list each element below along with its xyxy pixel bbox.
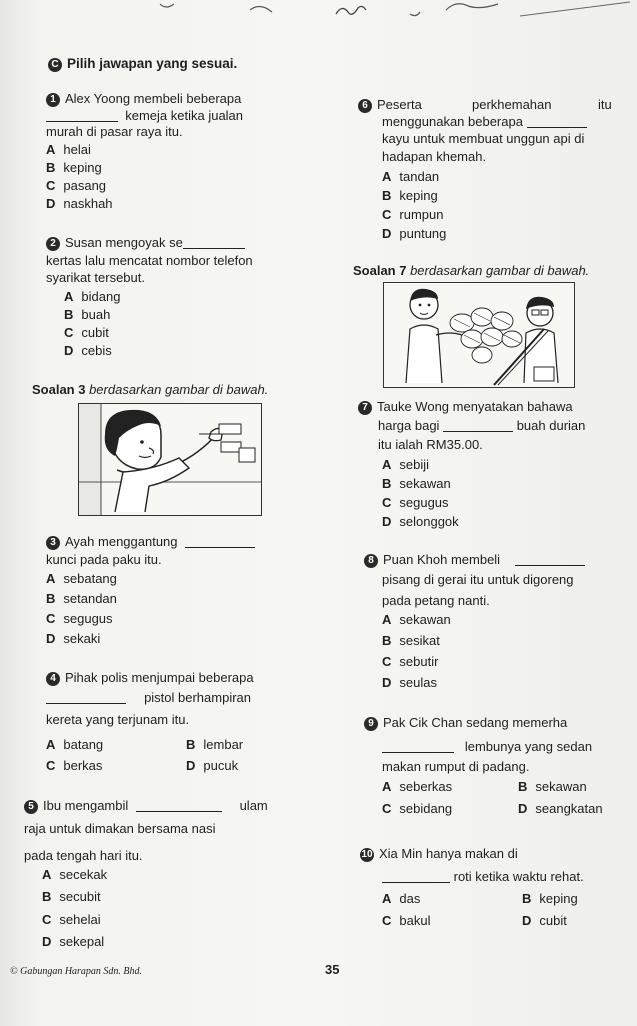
option-text: keping xyxy=(63,160,102,175)
illustration-man-hanging-keys xyxy=(78,403,262,516)
question-6 xyxy=(358,96,422,114)
option-letter: C xyxy=(382,801,392,816)
option-a[interactable] xyxy=(42,866,107,884)
option-b[interactable] xyxy=(42,888,101,906)
option-letter: B xyxy=(46,591,56,606)
question-text: kemeja ketika jualan xyxy=(125,108,244,123)
option-letter: D xyxy=(42,934,52,949)
question-text: Ibu mengambil xyxy=(43,798,129,813)
option-text: sekawan xyxy=(399,612,451,627)
option-letter: D xyxy=(522,913,532,928)
option-letter: B xyxy=(522,891,532,906)
option-text: segugus xyxy=(63,611,113,626)
option-a[interactable] xyxy=(46,141,91,159)
question-number: 5 xyxy=(24,800,38,814)
option-text: segugus xyxy=(399,495,449,510)
question-text: hadapan khemah. xyxy=(382,149,487,164)
option-letter: C xyxy=(382,207,392,222)
option-letter: A xyxy=(382,779,392,794)
soalan-3-heading xyxy=(32,381,268,399)
option-text: sebutir xyxy=(399,654,439,669)
option-c[interactable] xyxy=(382,653,438,671)
option-c[interactable] xyxy=(46,610,113,628)
option-b[interactable] xyxy=(46,590,117,608)
option-text: batang xyxy=(63,737,104,752)
option-text: sesikat xyxy=(399,633,440,648)
answer-blank xyxy=(443,431,513,432)
question-number: 9 xyxy=(364,717,378,731)
option-letter: D xyxy=(46,196,56,211)
soalan-instruction: berdasarkan gambar di bawah. xyxy=(410,263,590,278)
question-7 xyxy=(358,398,573,416)
soalan-label: Soalan 3 xyxy=(32,382,90,397)
option-letter: D xyxy=(64,343,74,358)
question-9 xyxy=(364,714,567,732)
option-c[interactable] xyxy=(382,912,430,930)
option-a[interactable] xyxy=(46,736,103,754)
option-letter: C xyxy=(42,912,52,927)
question-text: kayu untuk membuat unggun api di xyxy=(382,131,585,146)
question-number: 8 xyxy=(364,554,378,568)
option-letter: D xyxy=(382,514,392,529)
answer-blank xyxy=(183,248,245,249)
soalan-label: Soalan 7 xyxy=(353,263,411,278)
option-letter: C xyxy=(382,913,392,928)
option-letter: D xyxy=(382,675,392,690)
question-text: Ayah menggantung xyxy=(65,534,178,549)
question-text: Puan Khoh membeli xyxy=(383,552,501,567)
option-text: sekaki xyxy=(63,631,101,646)
option-letter: B xyxy=(382,633,392,648)
question-number: 1 xyxy=(46,93,60,107)
option-letter: B xyxy=(382,476,392,491)
option-text: sebidang xyxy=(399,801,453,816)
option-d[interactable] xyxy=(382,225,446,243)
option-letter: C xyxy=(46,758,56,773)
soalan-instruction: berdasarkan gambar di bawah. xyxy=(89,382,269,397)
copyright-notice: © Gabungan Harapan Sdn. Bhd. xyxy=(10,966,143,977)
question-10 xyxy=(360,845,518,863)
question-9-line2 xyxy=(382,738,592,756)
option-text: berkas xyxy=(63,758,103,773)
option-text: puntung xyxy=(399,226,447,241)
option-d[interactable] xyxy=(382,674,437,692)
question-text: ulam xyxy=(239,798,268,813)
question-text: Pihak polis menjumpai beberapa xyxy=(65,670,254,685)
question-text: Peserta xyxy=(377,97,422,112)
option-c[interactable] xyxy=(42,911,101,929)
option-a[interactable] xyxy=(382,168,439,186)
option-text: helai xyxy=(63,142,91,157)
option-a[interactable] xyxy=(382,456,429,474)
question-number: 2 xyxy=(46,237,60,251)
option-b[interactable] xyxy=(382,187,438,205)
option-text: selonggok xyxy=(399,514,459,529)
question-text: pistol berhampiran xyxy=(144,690,252,705)
option-letter: B xyxy=(46,160,56,175)
question-text: itu xyxy=(598,97,612,112)
answer-blank xyxy=(46,121,118,122)
question-text: pada petang nanti. xyxy=(382,593,490,608)
option-letter: A xyxy=(46,142,56,157)
option-letter: A xyxy=(42,867,52,882)
option-letter: A xyxy=(382,169,392,184)
question-2 xyxy=(46,234,245,252)
option-text: seangkatan xyxy=(535,801,603,816)
question-text: makan rumput di padang. xyxy=(382,759,530,774)
option-text: cubit xyxy=(81,325,109,340)
question-3 xyxy=(46,533,255,551)
question-text: itu ialah RM35.00. xyxy=(378,437,483,452)
question-text: Susan mengoyak se xyxy=(65,235,183,250)
option-text: sebiji xyxy=(399,457,430,472)
option-letter: A xyxy=(46,571,56,586)
question-number: 4 xyxy=(46,672,60,686)
option-letter: B xyxy=(64,307,74,322)
question-text: kunci pada paku itu. xyxy=(46,552,162,567)
question-text: Pak Cik Chan sedang memerha xyxy=(383,715,568,730)
question-8 xyxy=(364,551,585,569)
option-b[interactable] xyxy=(382,475,451,493)
question-text: buah durian xyxy=(516,418,586,433)
option-a[interactable] xyxy=(64,288,120,306)
option-letter: C xyxy=(46,611,56,626)
option-text: sehelai xyxy=(59,912,101,927)
option-d[interactable] xyxy=(518,800,603,818)
option-text: das xyxy=(399,891,421,906)
option-letter: B xyxy=(382,188,392,203)
durian-stall-drawing xyxy=(384,283,574,387)
option-letter: B xyxy=(42,889,52,904)
option-letter: A xyxy=(382,457,392,472)
instruction-heading xyxy=(48,56,237,72)
section-letter-badge: C xyxy=(48,58,62,72)
question-text: perkhemahan xyxy=(472,97,552,112)
option-text: sebatang xyxy=(63,571,117,586)
option-d[interactable] xyxy=(382,513,459,531)
option-text: pasang xyxy=(63,178,107,193)
option-text: setandan xyxy=(63,591,117,606)
question-4-line2 xyxy=(46,689,251,707)
option-letter: C xyxy=(64,325,74,340)
option-text: sekepal xyxy=(59,934,105,949)
option-text: secekak xyxy=(59,867,108,882)
question-text: kereta yang terjunam itu. xyxy=(46,712,190,727)
answer-blank xyxy=(527,127,587,128)
option-b[interactable] xyxy=(518,778,587,796)
option-text: bakul xyxy=(399,913,431,928)
question-text: Alex Yoong membeli beberapa xyxy=(65,91,242,106)
question-text: murah di pasar raya itu. xyxy=(46,124,183,139)
option-text: keping xyxy=(399,188,438,203)
option-d[interactable] xyxy=(46,630,100,648)
question-1 xyxy=(46,90,241,108)
option-text: tandan xyxy=(399,169,440,184)
option-text: seulas xyxy=(399,675,437,690)
soalan-7-heading xyxy=(353,262,589,280)
option-c[interactable] xyxy=(64,324,109,342)
page-number: 35 xyxy=(325,962,340,977)
option-letter: D xyxy=(518,801,528,816)
option-c[interactable] xyxy=(46,177,106,195)
option-letter: B xyxy=(186,737,196,752)
question-text: Xia Min hanya makan di xyxy=(379,846,518,861)
option-text: rumpun xyxy=(399,207,444,222)
option-letter: A xyxy=(46,737,56,752)
question-text: Tauke Wong menyatakan bahawa xyxy=(377,399,573,414)
option-d[interactable] xyxy=(522,912,567,930)
question-text: harga bagi xyxy=(378,418,440,433)
option-b[interactable] xyxy=(522,890,578,908)
option-text: sekawan xyxy=(535,779,587,794)
illustration-durian-stall xyxy=(383,282,575,388)
option-a[interactable] xyxy=(382,890,420,908)
option-letter: C xyxy=(382,495,392,510)
option-text: keping xyxy=(539,891,578,906)
option-text: buah xyxy=(81,307,111,322)
option-a[interactable] xyxy=(382,611,451,629)
option-text: pucuk xyxy=(203,758,239,773)
option-c[interactable] xyxy=(46,757,102,775)
option-b[interactable] xyxy=(382,632,440,650)
option-letter: A xyxy=(382,612,392,627)
answer-blank xyxy=(515,565,585,566)
question-text: pisang di gerai itu untuk digoreng xyxy=(382,572,574,587)
question-text: lembunya yang sedan xyxy=(464,739,593,754)
option-d[interactable] xyxy=(186,757,238,775)
option-letter: A xyxy=(64,289,74,304)
option-b[interactable] xyxy=(64,306,110,324)
option-letter: C xyxy=(382,654,392,669)
handwriting-scribble xyxy=(0,0,637,28)
option-letter: D xyxy=(46,631,56,646)
option-letter: D xyxy=(382,226,392,241)
question-number: 7 xyxy=(358,401,372,415)
question-text: syarikat tersebut. xyxy=(46,270,145,285)
question-text: roti ketika waktu rehat. xyxy=(453,869,584,884)
option-b[interactable] xyxy=(186,736,243,754)
question-text: kertas lalu mencatat nombor telefon xyxy=(46,253,253,268)
option-letter: B xyxy=(518,779,528,794)
option-a[interactable] xyxy=(46,570,117,588)
option-letter: D xyxy=(186,758,196,773)
option-text: cubit xyxy=(539,913,567,928)
question-number: 3 xyxy=(46,536,60,550)
instruction-text: Pilih jawapan yang sesuai. xyxy=(67,56,238,71)
question-7-line2 xyxy=(378,417,585,435)
option-c[interactable] xyxy=(382,494,449,512)
option-text: seberkas xyxy=(399,779,453,794)
option-d[interactable] xyxy=(46,195,113,213)
option-text: sekawan xyxy=(399,476,451,491)
answer-blank xyxy=(46,703,126,704)
question-number: 6 xyxy=(358,99,372,113)
option-c[interactable] xyxy=(382,206,443,224)
option-b[interactable] xyxy=(46,159,102,177)
option-d[interactable] xyxy=(42,933,104,951)
option-text: bidang xyxy=(81,289,121,304)
question-5 xyxy=(24,797,268,815)
option-text: lembar xyxy=(203,737,244,752)
question-number: 10 xyxy=(361,849,373,860)
option-d[interactable] xyxy=(64,342,112,360)
question-6-line2 xyxy=(382,113,587,131)
option-text: secubit xyxy=(59,889,101,904)
question-text: raja untuk dimakan bersama nasi xyxy=(24,821,216,836)
answer-blank xyxy=(136,811,222,812)
option-text: naskhah xyxy=(63,196,113,211)
option-letter: C xyxy=(46,178,56,193)
answer-blank xyxy=(382,752,454,753)
option-text: cebis xyxy=(81,343,112,358)
option-letter: A xyxy=(382,891,392,906)
question-4 xyxy=(46,669,254,687)
man-with-keys-drawing xyxy=(79,404,261,515)
question-10-line2 xyxy=(382,868,584,886)
answer-blank xyxy=(382,882,450,883)
option-a[interactable] xyxy=(382,778,452,796)
question-text: pada tengah hari itu. xyxy=(24,848,143,863)
answer-blank xyxy=(185,547,255,548)
question-text: menggunakan beberapa xyxy=(382,114,523,129)
option-c[interactable] xyxy=(382,800,452,818)
